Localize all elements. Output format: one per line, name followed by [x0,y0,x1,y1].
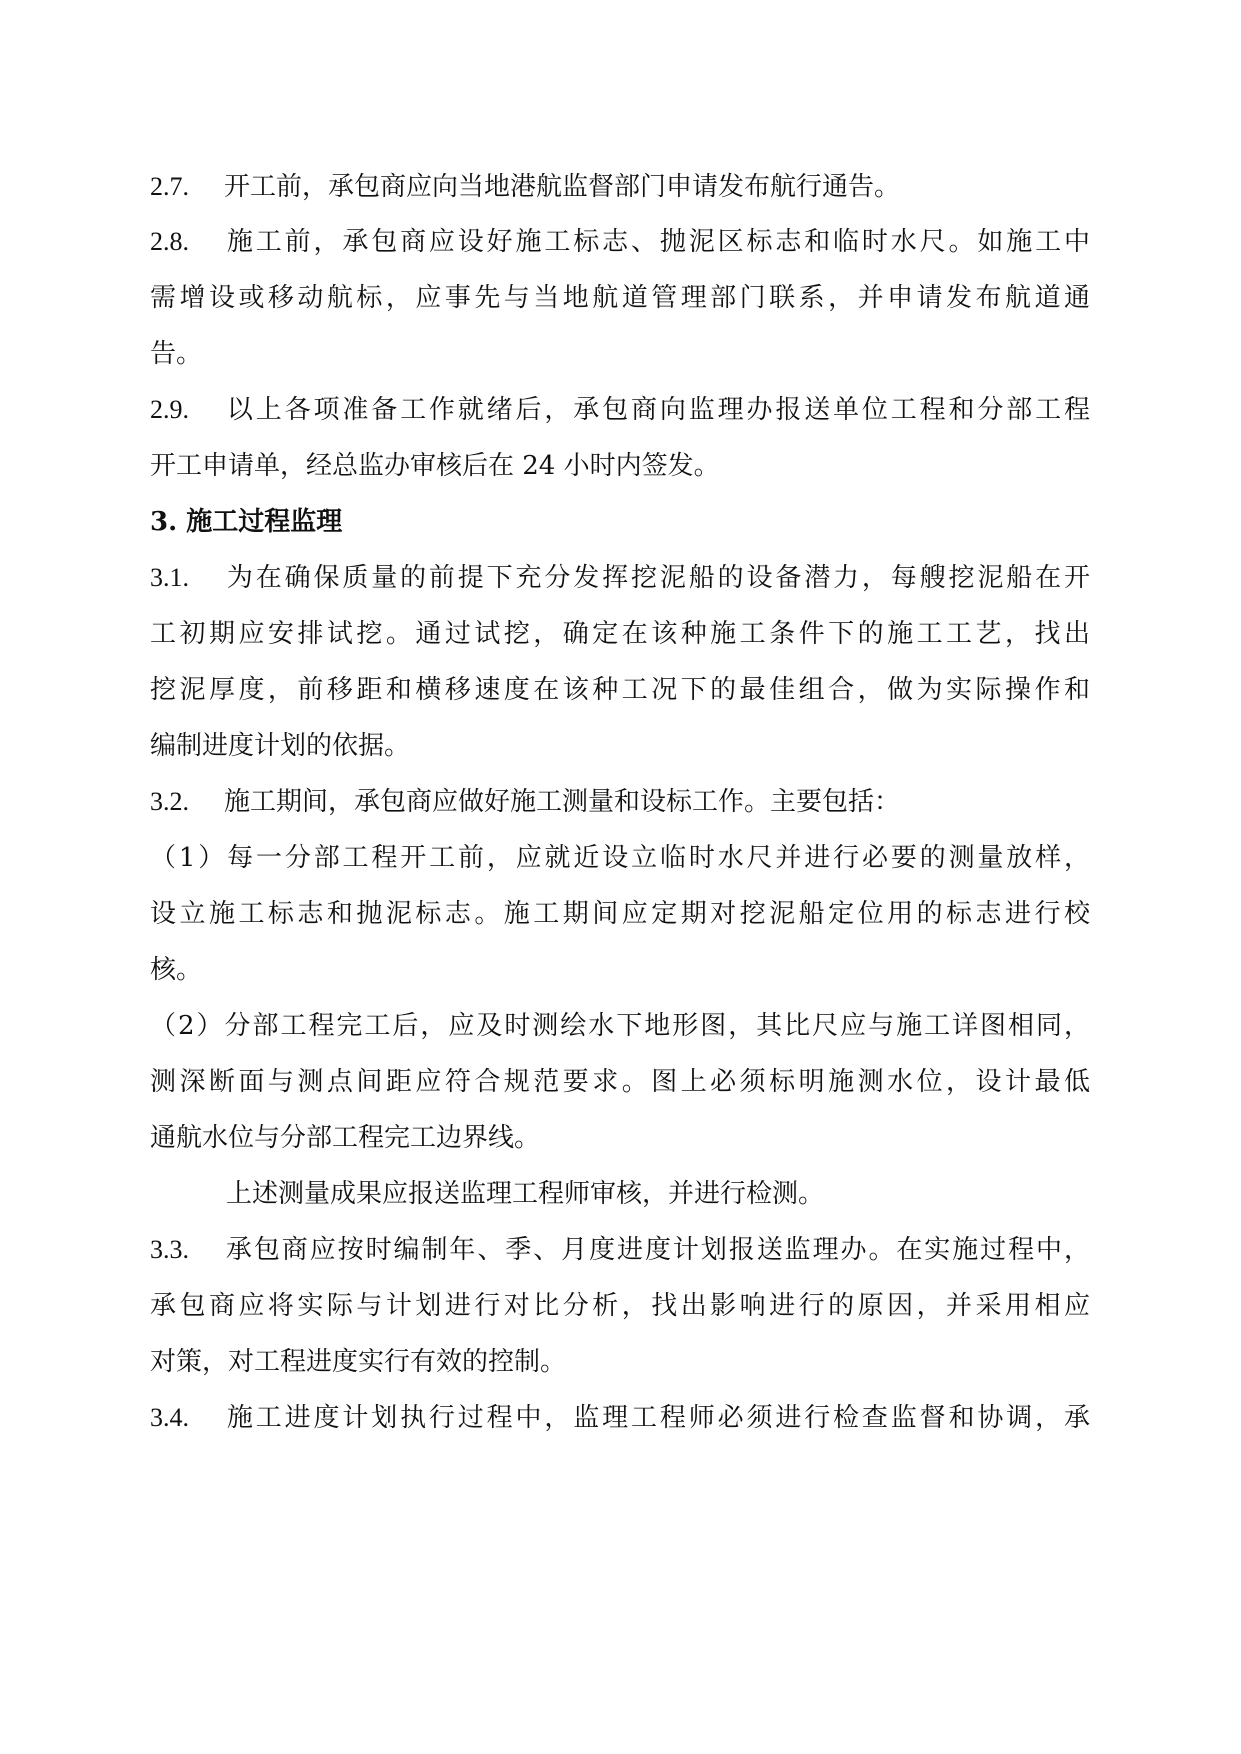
paragraph-text: 需增设或移动航标，应事先与当地航道管理部门联系，并申请发布航道通 [150,283,1090,313]
item-number: 3.4. [150,1403,189,1432]
item-number: 3.2. [150,787,189,816]
paragraph-2-7 [150,170,1090,204]
paragraph-3-4 [150,1401,1090,1435]
paragraph-3-3-cont [150,1345,1090,1379]
paragraph-2-8 [150,225,1090,259]
paragraph-3-1-cont [150,617,1090,651]
sub-item-2-cont: 通航水位与分部工程完工边界线。 [150,1123,541,1153]
paragraph-3-3 [150,1233,1090,1267]
paragraph-text: 挖泥厚度，前移距和横移速度在该种工况下的最佳组合，做为实际操作和 [150,675,1090,705]
paragraph-text: 编制进度计划的依据。 [150,731,411,761]
paragraph-3-2 [150,785,1090,819]
item-number: 2.8. [150,227,189,256]
paragraph-text: 施工进度计划执行过程中，监理工程师必须进行检查监督和协调，承 [224,1403,1090,1433]
paragraph-text: 对策，对工程进度实行有效的控制。 [150,1347,567,1377]
item-number: 2.7. [150,172,189,201]
paragraph-text: 施工期间，承包商应做好施工测量和设标工作。主要包括： [224,787,901,817]
paragraph-text: 承包商应按时编制年、季、月度进度计划报送监理办。在实施过程中， [224,1235,1090,1265]
sub-item-2-cont: 测深断面与测点间距应符合规范要求。图上必须标明施测水位，设计最低 [150,1067,1090,1097]
paragraph-text: 承包商应将实际与计划进行对比分析，找出影响进行的原因，并采用相应 [150,1291,1090,1321]
item-number: 3.1. [150,563,189,592]
paragraph-3-3-cont [150,1289,1090,1323]
paragraph-3-1 [150,561,1090,595]
section-heading: 3. 施工过程监理 [150,507,343,537]
item-number: 3.3. [150,1235,189,1264]
paragraph-text: 告。 [150,339,203,369]
sub-item-1-cont: 设立施工标志和抛泥标志。施工期间应定期对挖泥船定位用的标志进行校 [150,899,1090,929]
measurement-note: 上述测量成果应报送监理工程师审核，并进行检测。 [226,1179,825,1209]
paragraph-text: 开工前，承包商应向当地港航监督部门申请发布航行通告。 [224,172,901,202]
paragraph-2-8-cont [150,281,1090,315]
paragraph-text: 开工申请单，经总监办审核后在 24 小时内签发。 [150,451,720,481]
paragraph-text: 为在确保质量的前提下充分发挥挖泥船的设备潜力，每艘挖泥船在开 [224,563,1090,593]
paragraph-2-9-cont [150,449,1090,483]
paragraph-text: 以上各项准备工作就绪后，承包商向监理办报送单位工程和分部工程 [224,395,1090,425]
sub-item-1-cont: 核。 [150,955,203,985]
paragraph-text: 施工前，承包商应设好施工标志、抛泥区标志和临时水尺。如施工中 [224,227,1090,257]
sub-item-2: （2）分部工程完工后，应及时测绘水下地形图，其比尺应与施工详图相同， [150,1011,1090,1041]
paragraph-text: 工初期应安排试挖。通过试挖，确定在该种施工条件下的施工工艺，找出 [150,619,1090,649]
paragraph-3-1-cont [150,729,1090,763]
sub-item-1: （1）每一分部工程开工前，应就近设立临时水尺并进行必要的测量放样， [150,843,1090,873]
paragraph-2-8-cont [150,337,1090,371]
item-number: 2.9. [150,395,189,424]
paragraph-3-1-cont [150,673,1090,707]
paragraph-2-9 [150,393,1090,427]
